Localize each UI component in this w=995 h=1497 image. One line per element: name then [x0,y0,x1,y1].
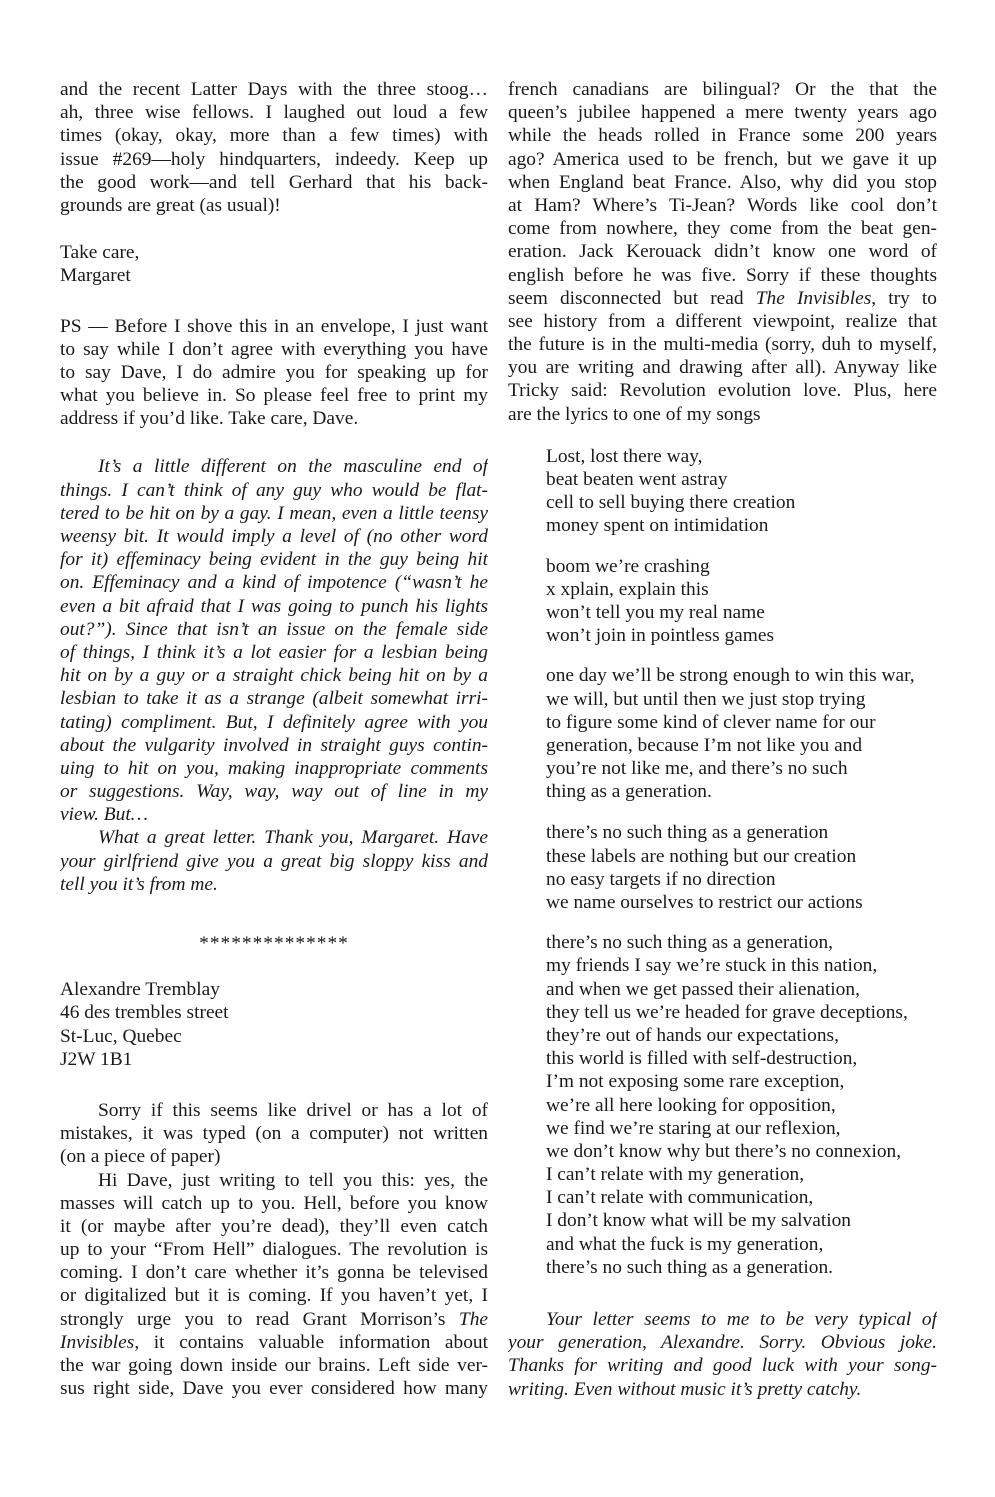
text-line: weensy bit. It would imply a level of (no other word [60,526,488,547]
stanza [546,555,937,648]
text-line: your girlfriend give you a great big sloppy kiss and [60,850,488,872]
alexandre-letter-continued [508,78,937,426]
book-title: Invisibles [60,1331,135,1353]
text-line: the good work—and tell Gerhard that his back- [60,171,488,193]
section-separator: ************** [199,933,349,954]
text-line: mistakes, it was typed (on a computer) not written [60,1123,488,1145]
lyric-line: boom we’re crashing [546,555,710,577]
text-line: PS — Before I shove this in an envelope, I just want [60,315,488,337]
text-run: seem disconnected but read [508,287,756,309]
text-line: french canadians are bilingual? Or the that the [508,79,937,100]
stanza [546,931,937,1279]
lyric-line: I don’t know what will be my salvation [546,1210,852,1232]
text-line: (on a piece of paper) [60,1146,221,1168]
lyric-line: we find we’re staring at our reflexion, [546,1117,841,1139]
text-line: tered to be hit on by a gay. I mean, even a little teensy [60,502,488,524]
stanza [546,445,937,538]
lyric-line: we’re all here looking for opposition, [546,1094,836,1116]
text-run: , it contains valuable information about [134,1331,488,1353]
lyric-line: one day we’ll be strong enough to win this war, [546,665,915,687]
text-line: address if you’d like. Take care, Dave. [60,408,359,430]
text-run: strongly urge you to read Grant Morrison’s [60,1308,459,1330]
editor-reply-margaret [60,455,488,896]
lyric-line: no easy targets if no direction [546,868,776,890]
sender-address [60,978,488,1071]
lyric-line: there’s no such thing as a generation [546,822,829,844]
lyric-line: generation, because I’m not like you and [546,734,863,756]
text-line: the war going down inside our brains. Left side ver- [60,1355,488,1376]
text-line: uing to hit on you, making inappropriate comments [60,757,488,779]
postscript [60,315,488,431]
signoff [60,241,488,287]
text-line: see history from a different viewpoint, realize that [508,310,937,332]
text-run: , try to [871,287,937,309]
text-line: Tricky said: Revolution evolution love. Plus, here [508,380,937,402]
text-line: masses will catch up to you. Hell, before you know [60,1192,488,1214]
text-line: 46 des trembles street [60,1002,229,1024]
text-line: ago? America used to be french, but we gave it up [508,148,937,170]
text-line: at Ham? Where’s Ti-Jean? Words like cool don’t [508,194,937,216]
lyric-line: they’re out of hands our expectations, [546,1024,839,1046]
text-line: Your letter seems to me to be very typical of [546,1309,937,1330]
lyric-line: we name ourselves to restrict our actions [546,892,863,913]
text-line: of things, I think it’s a lot easier for a lesbian being [60,641,488,663]
text-line: english before he was five. Sorry if these thoughts [508,264,937,286]
lyric-line: and when we get passed their alienation, [546,978,860,1000]
lyric-line: Lost, lost there way, [546,445,703,467]
lyric-line: this world is filled with self-destruction, [546,1048,858,1070]
text-line: the future is in the multi-media (sorry, duh to myself, [508,334,937,356]
stanza [546,664,937,803]
text-line: while the heads rolled in France some 200 years [508,125,937,147]
text-line: Thanks for writing and good luck with your song- [508,1355,937,1377]
text-line: eration. Jack Kerouack didn’t know one word of [508,241,937,263]
text-line: writing. Even without music it’s pretty catchy. [508,1378,862,1400]
text-line: are the lyrics to one of my songs [508,403,761,425]
text-line: J2W 1B1 [60,1048,133,1070]
text-line: your generation, Alexandre. Sorry. Obvious joke. [508,1332,937,1354]
lyric-line: won’t tell you my real name [546,601,765,623]
lyric-line: my friends I say we’re stuck in this nation, [546,955,878,977]
lyric-line: money spent on intimidation [546,515,769,537]
lyric-line: I can’t relate with communication, [546,1187,814,1209]
lyric-line: I can’t relate with my generation, [546,1164,805,1186]
text-line: Hi Dave, just writing to tell you this: yes, the [98,1169,488,1191]
text-line [60,1331,488,1354]
text-line: grounds are great (as usual)! [60,194,281,216]
lyric-line: and what the fuck is my generation, [546,1233,824,1255]
text-line: what you believe in. So please feel free to print my [60,385,488,407]
text-line: or suggestions. Way, way, way out of line in my [60,781,488,803]
text-line: queen’s jubilee happened a mere twenty years ago [508,102,937,124]
editor-reply-alexandre [508,1308,937,1401]
text-line: you are writing and drawing after all). Anyway like [508,357,937,379]
text-line: even a bit afraid that I was going to punch his lights [60,595,488,617]
text-line: to say Dave, I do admire you for speaking up for [60,361,488,383]
text-line: up to your “From Hell” dialogues. The revolution is [60,1239,488,1261]
left-column [60,78,488,1400]
text-line: tell you it’s from me. [60,873,218,895]
text-line: to say while I don’t agree with everything you have [60,338,488,360]
lyric-line: thing as a generation. [546,781,712,803]
lyric-line: they tell us we’re headed for grave deceptions, [546,1001,908,1023]
alexandre-letter-start [60,1099,488,1400]
text-line: Take care, [60,242,140,264]
lyric-line: you’re not like me, and there’s no such [546,758,848,780]
text-line: Margaret [60,265,131,287]
book-title: The [458,1308,488,1330]
lyric-line: I’m not exposing some rare exception, [546,1071,845,1093]
lyric-line: beat beaten went astray [546,469,728,490]
text-line: It’s a little different on the masculine end of [98,456,488,478]
text-line: issue #269—holy hindquarters, indeedy. Keep up [60,148,488,170]
text-line: view. But… [60,804,148,826]
text-line: things. I can’t think of any guy who would be flat- [60,479,488,501]
text-line [60,1308,488,1331]
stanza [546,821,937,914]
lyric-line: cell to sell buying there creation [546,492,796,514]
book-title: The Invisibles [755,287,872,309]
lyric-line: we will, but until then we just stop trying [546,688,866,710]
text-line: hit on by a guy or a straight chick being hit on by a [60,665,488,687]
lyric-line: there’s no such thing as a generation, [546,932,834,954]
right-column [508,78,937,1401]
text-line: about the vulgarity involved in straight guys contin- [60,734,488,756]
text-line: and the recent Latter Days with the three stoog… [60,79,488,100]
text-line: Sorry if this seems like drivel or has a lot of [98,1099,488,1121]
text-line: it (or maybe after you’re dead), they’ll even catch [60,1215,488,1237]
text-line: sus right side, Dave you ever considered how many [60,1378,488,1400]
text-line [508,287,937,310]
lyric-line: to figure some kind of clever name for our [546,711,876,733]
text-line: on. Effeminacy and a kind of impotence (“wasn’t he [60,572,488,594]
text-line: for it) effeminacy being evident in the guy being hit [60,549,488,571]
text-line: coming. I don’t care whether it’s gonna be televised [60,1262,488,1284]
text-line: when England beat France. Also, why did you stop [508,171,937,193]
text-line: What a great letter. Thank you, Margaret. Have [98,827,488,849]
lyric-line: x xplain, explain this [546,578,709,600]
text-line: or digitalized but it is coming. If you haven’t yet, I [60,1285,488,1307]
lyric-line: there’s no such thing as a generation. [546,1256,834,1278]
lyric-line: we don’t know why but there’s no connexion, [546,1140,902,1162]
lyric-line: won’t join in pointless games [546,625,775,647]
text-line: lesbian to take it as a strange (albeit somewhat irri- [60,688,488,710]
text-line: times (okay, okay, more than a few times) with [60,125,488,147]
margaret-letter-end [60,78,488,217]
text-line: tating) compliment. But, I definitely agree with you [60,711,488,733]
text-line: Alexandre Tremblay [60,979,220,1001]
text-line: come from nowhere, they come from the beat gen- [508,218,937,240]
text-line: St-Luc, Quebec [60,1025,182,1047]
song-lyrics [508,445,937,1279]
text-line: ah, three wise fellows. I laughed out loud a few [60,102,488,124]
lyric-line: these labels are nothing but our creation [546,845,857,867]
text-line: out?”). Since that isn’t an issue on the female side [60,618,488,640]
